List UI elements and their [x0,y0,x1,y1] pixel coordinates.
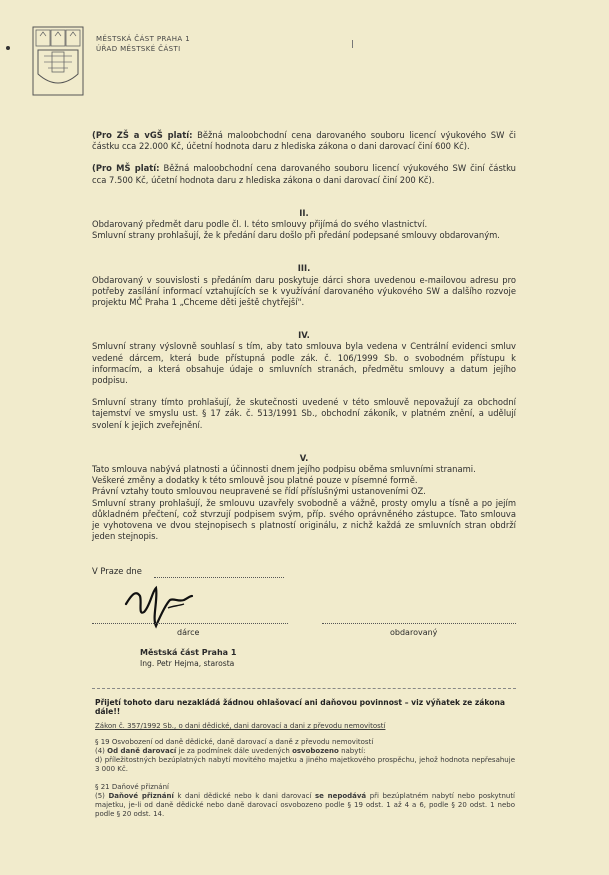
letterhead-line-2: ÚŘAD MĚSTSKÉ ČÁSTI [96,45,181,53]
section-4-title: IV. [298,330,310,341]
contract-body [92,130,516,542]
divider [92,688,516,690]
law-heading: Přijetí tohoto daru nezakládá žádnou ohlašovací ani daňovou povinnost – viz výňatek ze zákona dále!! [95,698,506,716]
ms-label: (Pro MŠ platí: [92,163,160,174]
law-19-4-exempt: osvobozeno [292,747,339,755]
law-section-19-title: § 19 Osvobození od daně dědické, daně darovací a daně z převodu nemovitostí [95,738,374,746]
place-date-label: V Praze dne [92,566,142,576]
law-section-21-title: § 21 Daňové přiznání [95,783,169,791]
date-line [154,576,284,578]
prague-coat-of-arms-logo [32,26,84,96]
section-5-line-2: Veškeré změny a dodatky k této smlouvě jsou platné pouze v písemné formě. [92,475,418,486]
law-section-21-para-5 [95,792,515,819]
section-4-text-2: Smluvní strany tímto prohlašují, že skutečnosti uvedené v této smlouvě nepovažují za obchodní tajemství ve smyslu ust. § 17 zák. č. 513/1991 Sb., obchodní zákoník, v platném znění, a udělují svolení k jejich zveřejnění. [92,397,516,430]
law-act-title: Zákon č. 357/1992 Sb., o dani dědické, dani darovací a dani z převodu nemovitostí [95,722,386,730]
law-19-4-bold: Od daně darovací [107,747,177,755]
letterhead [96,34,190,54]
ms-text: Běžná maloobchodní cena darovaného souboru licencí výukového SW činí částku cca 7.500 Kč, účetní hodnota daru z hlediska zákona o dani darovací činí 200 Kč). [92,163,516,185]
law-section-19-para-4 [95,747,515,756]
letterhead-line-1: MĚSTSKÁ ČÁST PRAHA 1 [96,35,191,43]
law-19-4-num: (4) [95,747,108,755]
section-2-text-1: Obdarovaný předmět daru podle čl. I. této smlouvy přijímá do svého vlastnictví. [92,219,428,230]
recipient-label: obdarovaný [390,628,438,637]
law-section-19-d: d) příležitostných bezúplatných nabytí movitého majetku a jiného majetkového prospěchu, jehož hodnota nepřesahuje 3 000 Kč. [95,756,515,773]
donor-person: Ing. Petr Hejma, starosta [140,659,235,668]
ms-paragraph [92,163,516,185]
section-3-text: Obdarovaný v souvislosti s předáním daru poskytuje dárci shora uvedenou e-mailovou adresu pro potřeby zasílání informací vztahujících se k využívání darovaného výukového SW a dalšího rozvoje projektu MČ Praha 1 „Chceme děti ještě chytřejší". [92,274,516,308]
zs-text: Běžná maloobchodní cena darovaného souboru licencí výukového SW či částku cca 22.000 Kč, účetní hodnota daru z hlediska zákona o dani darovací činí 600 Kč). [92,130,516,152]
law-19-4-text: je za podmínek dále uvedených [176,747,293,755]
handwritten-signature [122,582,194,632]
law-21-5-text: k dani dědické nebo k dani darovací [173,792,315,800]
punch-hole-mark [6,46,10,50]
law-21-5-bold: Daňové přiznání [108,792,174,800]
donor-signature-line [92,622,288,624]
section-5-line-1: Tato smlouva nabývá platnosti a účinnosti dnem jejího podpisu oběma smluvními stranami. [92,464,476,475]
section-2-title: II. [299,207,309,218]
law-21-5-num: (5) [95,792,109,800]
section-4-text-1: Smluvní strany výslovně souhlasí s tím, aby tato smlouva byla vedena v Centrální evidenci smluv vedené dárcem, která bude přístupná podle zák. č. 106/1999 Sb. o svobodném přístupu k informacím, a která obsahuje údaje o smluvních stranách, předmětu smlouvy a datum jejího podpisu. [92,341,516,386]
zs-paragraph [92,130,516,152]
zs-label: (Pro ZŠ a vGŠ platí: [92,130,193,140]
law-21-5-end: při bezúplatném nabytí nebo poskytnutí majetku, je-li od daně dědické nebo daně darovací osvobozeno podle § 19 odst. 1 až 4 a 6, podle § 20 odst. 1 nebo podle § 20 odst. 14. [95,792,516,818]
donor-label: dárce [177,628,200,637]
section-5-line-3: Právní vztahy touto smlouvou neupravené se řídí příslušnými ustanoveními OZ. [92,486,426,497]
law-21-5-not-filed: se nepodává [314,792,367,800]
recipient-signature-line [322,622,516,624]
section-5-line-4: Smluvní strany prohlašují, že smlouvu uzavřely svobodně a vážně, prosty omylu a tísně a po jejím důkladném přečtení, což stvrzují podpisem svým, příp. svého oprávněného zástupce. Tato smlouva je vyhotovena ve dvou stejnopisech s platností originálu, z nichž každá ze smluvních stran obdrží jeden stejnopis. [92,497,516,542]
donor-org-name: Městská část Praha 1 [140,648,237,657]
section-5-title: V. [299,452,309,463]
law-excerpt [95,698,515,819]
section-2-text-2: Smluvní strany prohlašují, že k předání daru došlo při předání podepsané smlouvy obdarovaným. [92,230,500,241]
fold-mark [352,40,353,48]
section-3-title: III. [297,263,311,274]
law-19-4-end: nabytí: [338,747,366,755]
